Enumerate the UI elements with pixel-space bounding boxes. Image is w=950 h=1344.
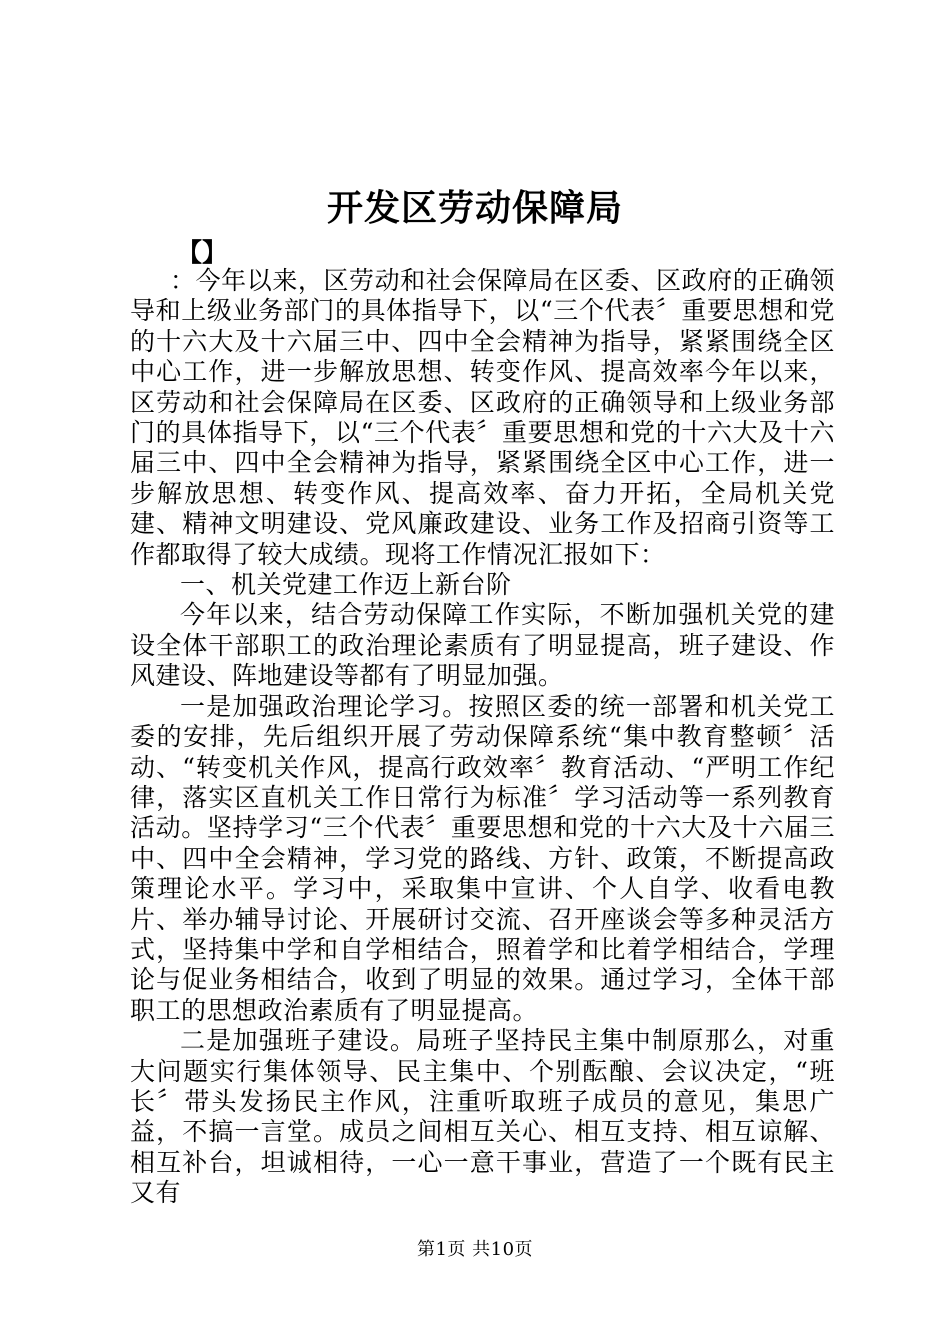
section-heading: 一、机关党建工作迈上新台阶 xyxy=(180,570,512,600)
paragraph: 今年以来，结合劳动保障工作实际，不断加强机关党的建设全体干部职工的政治理论素质有了明显提高，班子建设、作风建设、阵地建设等都有了明显加强。 xyxy=(130,600,835,691)
paragraph: 一是加强政治理论学习。按照区委的统一部署和机关党工委的安排，先后组织开展了劳动保障系统“集中教育整顿〞活动、“转变机关作风，提高行政效率〞教育活动、“严明工作纪律，落实区直机关工作日常行为标准〞学习活动等一系列教育活动。坚持学习“三个代表〞重要思想和党的十六大及十六届三中、四中全会精神，学习党的路线、方针、政策，不断提高政策理论水平。学习中，采取集中宣讲、个人自学、收看电教片、举办辅导讨论、开展研讨交流、召开座谈会等多种灵活方式，坚持集中学和自学相结合，照着学和比着学相结合，学理论与促业务相结合，收到了明显的效果。通过学习，全体干部职工的思想政治素质有了明显提高。 xyxy=(130,691,835,1025)
paragraph: 二是加强班子建设。局班子坚持民主集中制原那么，对重大问题实行集体领导、民主集中、个别酝酿、会议决定，“班长〞带头发扬民主作风，注重听取班子成员的意见，集思广益，不搞一言堂。成员之间相互关心、相互支持、相互谅解、相互补台，坦诚相待，一心一意干事业，营造了一个既有民主又有 xyxy=(130,1026,835,1208)
paragraph-intro: ：今年以来，区劳动和社会保障局在区委、区政府的正确领导和上级业务部门的具体指导下，以“三个代表〞重要思想和党的十六大及十六届三中、四中全会精神为指导，紧紧围绕全区中心工作，进一步解放思想、转变作风、提高效率今年以来，区劳动和社会保障局在区委、区政府的正确领导和上级业务部门的具体指导下，以“三个代表〞重要思想和党的十六大及十六届三中、四中全会精神为指导，紧紧围绕全区中心工作，进一步解放思想、转变作风、提高效率、奋力开拓，全局机关党建、精神文明建设、党风廉政建设、业务工作及招商引资等工作都取得了较大成绩。现将工作情况汇报如下： xyxy=(130,266,835,569)
bracket-marker: 【】 xyxy=(177,238,228,267)
document-body xyxy=(130,266,835,1209)
document-title: 开发区劳动保障局 xyxy=(326,187,623,229)
page-number-footer: 第1页 共10页 xyxy=(416,1239,534,1260)
